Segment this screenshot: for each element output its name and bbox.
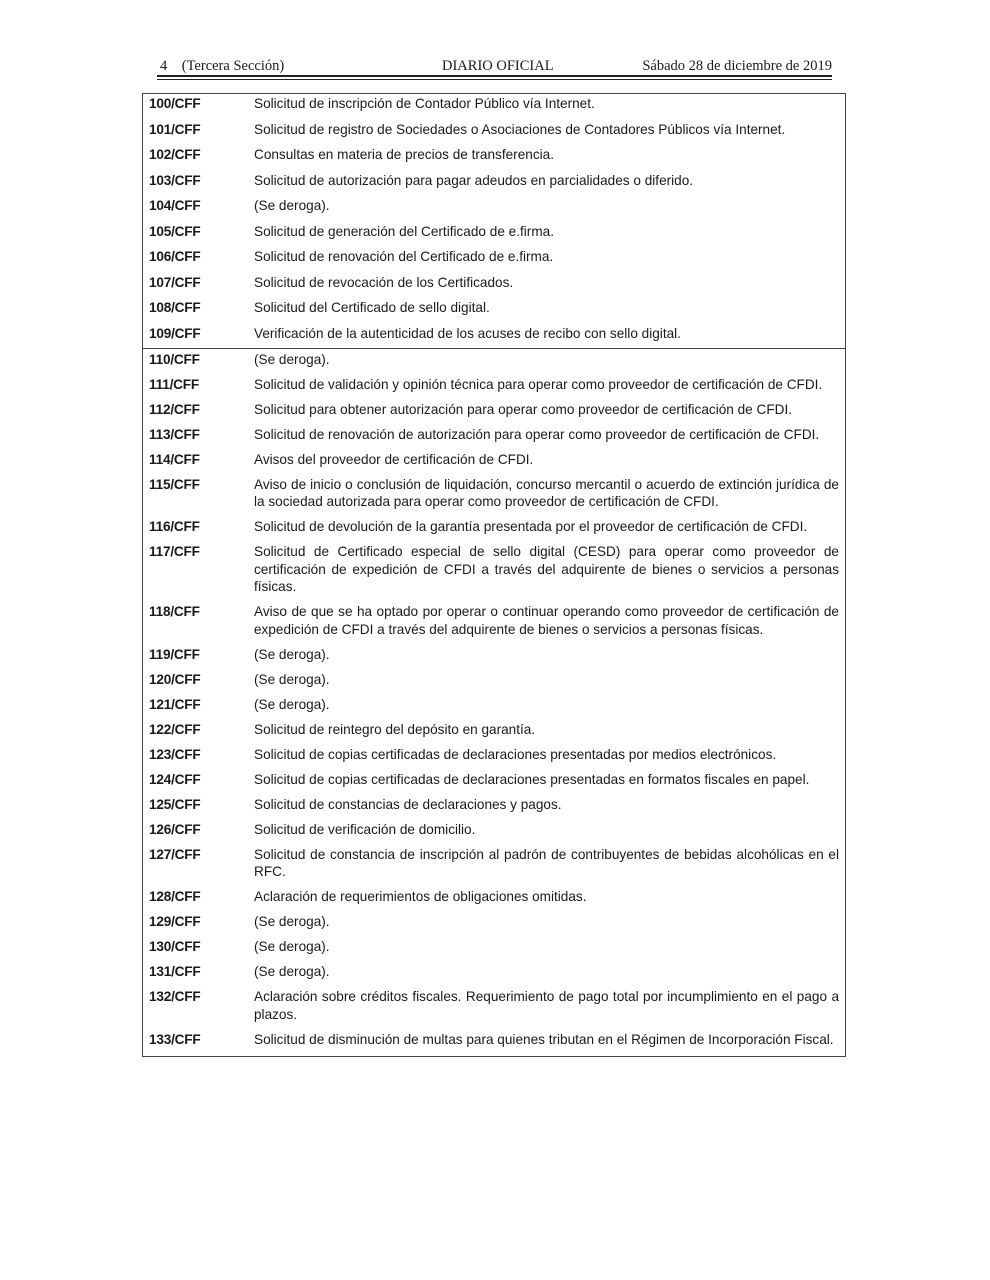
table-section: [143, 348, 845, 1056]
procedure-code: 115/CFF: [149, 476, 200, 492]
procedure-description: (Se deroga).: [254, 939, 330, 954]
procedure-code: 113/CFF: [149, 426, 200, 442]
procedure-code: 118/CFF: [149, 604, 200, 619]
procedure-description: Solicitud de revocación de los Certificados.: [254, 274, 514, 290]
table-row: [143, 401, 845, 426]
procedure-code: 124/CFF: [149, 771, 201, 787]
procedure-code: 119/CFF: [149, 646, 200, 662]
table-row: [143, 274, 845, 300]
procedure-code: 116/CFF: [149, 519, 200, 534]
procedure-code: 132/CFF: [149, 989, 201, 1004]
table-row: [143, 518, 845, 543]
procedure-description: (Se deroga).: [254, 671, 330, 687]
table-row: [143, 988, 845, 1031]
page-header: [160, 56, 832, 76]
table-row: [143, 721, 845, 746]
procedure-description: Solicitud de disminución de multas para quienes tributan en el Régimen de Incorporación Fiscal.: [254, 1031, 834, 1047]
procedure-description: Solicitud de reintegro del depósito en garantía.: [254, 721, 536, 737]
table-row: [143, 476, 845, 519]
table-row: [143, 376, 845, 401]
procedure-description: (Se deroga).: [254, 352, 330, 367]
table-row: [143, 349, 845, 376]
procedure-code: 117/CFF: [149, 544, 200, 559]
procedure-code: 105/CFF: [149, 223, 201, 239]
table-row: [143, 603, 845, 646]
table-row: [143, 451, 845, 476]
procedure-description: Solicitud de verificación de domicilio.: [254, 821, 476, 837]
procedure-description: Aviso de inicio o conclusión de liquidación, concurso mercantil o acuerdo de extinción jurídica de la sociedad autorizada para operar como proveedor de certificación de CFDI.: [254, 476, 839, 509]
table-row: [143, 696, 845, 721]
procedure-description: Solicitud del Certificado de sello digital.: [254, 300, 490, 315]
procedure-description: Solicitud de copias certificadas de declaraciones presentadas por medios electrónicos.: [254, 746, 777, 762]
procedure-description: Solicitud de renovación del Certificado de e.firma.: [254, 249, 554, 264]
page-number: 4: [160, 58, 168, 74]
table-row: [143, 671, 845, 696]
table-row: [143, 94, 845, 121]
procedure-description: Aviso de que se ha optado por operar o continuar operando como proveedor de certificación de expedición de CFDI a través del adquirente de bienes o servicios a personas físicas.: [254, 604, 839, 637]
procedure-code: 128/CFF: [149, 889, 201, 904]
table-row: [143, 846, 845, 889]
procedure-code: 125/CFF: [149, 796, 201, 812]
procedure-description: Solicitud de copias certificadas de declaraciones presentadas en formatos fiscales en papel.: [254, 771, 810, 787]
table-row: [143, 426, 845, 451]
table-row: [143, 963, 845, 988]
procedure-description: Avisos del proveedor de certificación de CFDI.: [254, 451, 534, 467]
procedure-description: Aclaración sobre créditos fiscales. Requerimiento de pago total por incumplimiento en el pago a plazos.: [254, 989, 839, 1022]
table-row: [143, 121, 845, 147]
table-row: [143, 1031, 845, 1056]
procedure-code: 107/CFF: [149, 274, 201, 290]
procedure-code: 133/CFF: [149, 1031, 201, 1047]
procedure-description: (Se deroga).: [254, 914, 330, 929]
header-left: [160, 58, 284, 75]
table-row: [143, 325, 845, 349]
table-row: [143, 796, 845, 821]
procedure-code: 127/CFF: [149, 846, 201, 862]
table-row: [143, 248, 845, 274]
procedure-description: Solicitud de validación y opinión técnica para operar como proveedor de certificación de CFDI.: [254, 376, 823, 392]
procedure-description: Solicitud de renovación de autorización para operar como proveedor de certificación de CFDI.: [254, 426, 820, 442]
publication-title: DIARIO OFICIAL: [442, 58, 554, 74]
table-row: [143, 223, 845, 249]
procedure-description: (Se deroga).: [254, 696, 330, 712]
procedure-code: 112/CFF: [149, 401, 200, 417]
procedure-code: 100/CFF: [149, 96, 201, 111]
procedure-code: 109/CFF: [149, 325, 201, 341]
procedure-code: 108/CFF: [149, 300, 201, 315]
procedures-table: [142, 93, 846, 1057]
procedure-description: Solicitud de constancia de inscripción al padrón de contribuyentes de bebidas alcohólicas en el RFC.: [254, 846, 839, 879]
procedure-code: 131/CFF: [149, 964, 201, 979]
procedure-description: (Se deroga).: [254, 964, 330, 979]
table-row: [143, 646, 845, 671]
procedure-description: Solicitud de devolución de la garantía presentada por el proveedor de certificación de CFDI.: [254, 519, 808, 534]
section-label: (Tercera Sección): [181, 58, 285, 74]
procedure-code: 129/CFF: [149, 914, 201, 929]
procedure-description: (Se deroga).: [254, 198, 330, 213]
procedure-description: Consultas en materia de precios de transferencia.: [254, 147, 554, 162]
procedure-description: Solicitud de constancias de declaraciones y pagos.: [254, 796, 562, 812]
header-rule-thin: [157, 79, 832, 80]
procedure-description: (Se deroga).: [254, 646, 330, 662]
procedure-description: Aclaración de requerimientos de obligaciones omitidas.: [254, 889, 587, 904]
procedure-code: 122/CFF: [149, 721, 201, 737]
publication-date: Sábado 28 de diciembre de 2019: [642, 58, 832, 74]
table-row: [143, 543, 845, 603]
procedure-code: 102/CFF: [149, 147, 201, 162]
table-row: [143, 888, 845, 913]
procedure-description: Solicitud de autorización para pagar adeudos en parcialidades o diferido.: [254, 172, 694, 188]
procedure-code: 114/CFF: [149, 451, 200, 467]
procedure-code: 110/CFF: [149, 352, 200, 367]
procedure-description: Solicitud de generación del Certificado de e.firma.: [254, 223, 554, 239]
table-row: [143, 913, 845, 938]
table-row: [143, 938, 845, 963]
procedure-code: 101/CFF: [149, 121, 201, 137]
table-row: [143, 746, 845, 771]
procedure-code: 121/CFF: [149, 696, 201, 712]
procedure-code: 104/CFF: [149, 198, 201, 213]
procedure-description: Solicitud de Certificado especial de sello digital (CESD) para operar como proveedor de certificación de expedición de CFDI a través del adquirente de bienes o servicios a personas físicas.: [254, 544, 839, 594]
procedure-code: 111/CFF: [149, 376, 199, 392]
procedure-code: 120/CFF: [149, 671, 201, 687]
header-rule-thick: [157, 75, 832, 77]
procedure-code: 130/CFF: [149, 939, 201, 954]
table-row: [143, 821, 845, 846]
procedure-code: 106/CFF: [149, 249, 201, 264]
table-row: [143, 146, 845, 172]
table-row: [143, 299, 845, 325]
procedure-description: Solicitud para obtener autorización para operar como proveedor de certificación de CFDI.: [254, 401, 792, 417]
procedure-code: 103/CFF: [149, 172, 201, 188]
procedure-description: Verificación de la autenticidad de los acuses de recibo con sello digital.: [254, 325, 681, 341]
procedure-code: 126/CFF: [149, 821, 201, 837]
table-row: [143, 197, 845, 223]
table-section: [143, 94, 845, 348]
table-row: [143, 771, 845, 796]
procedure-description: Solicitud de inscripción de Contador Público vía Internet.: [254, 96, 595, 111]
table-row: [143, 172, 845, 198]
procedure-description: Solicitud de registro de Sociedades o Asociaciones de Contadores Públicos vía Internet.: [254, 121, 786, 137]
procedure-code: 123/CFF: [149, 746, 201, 762]
